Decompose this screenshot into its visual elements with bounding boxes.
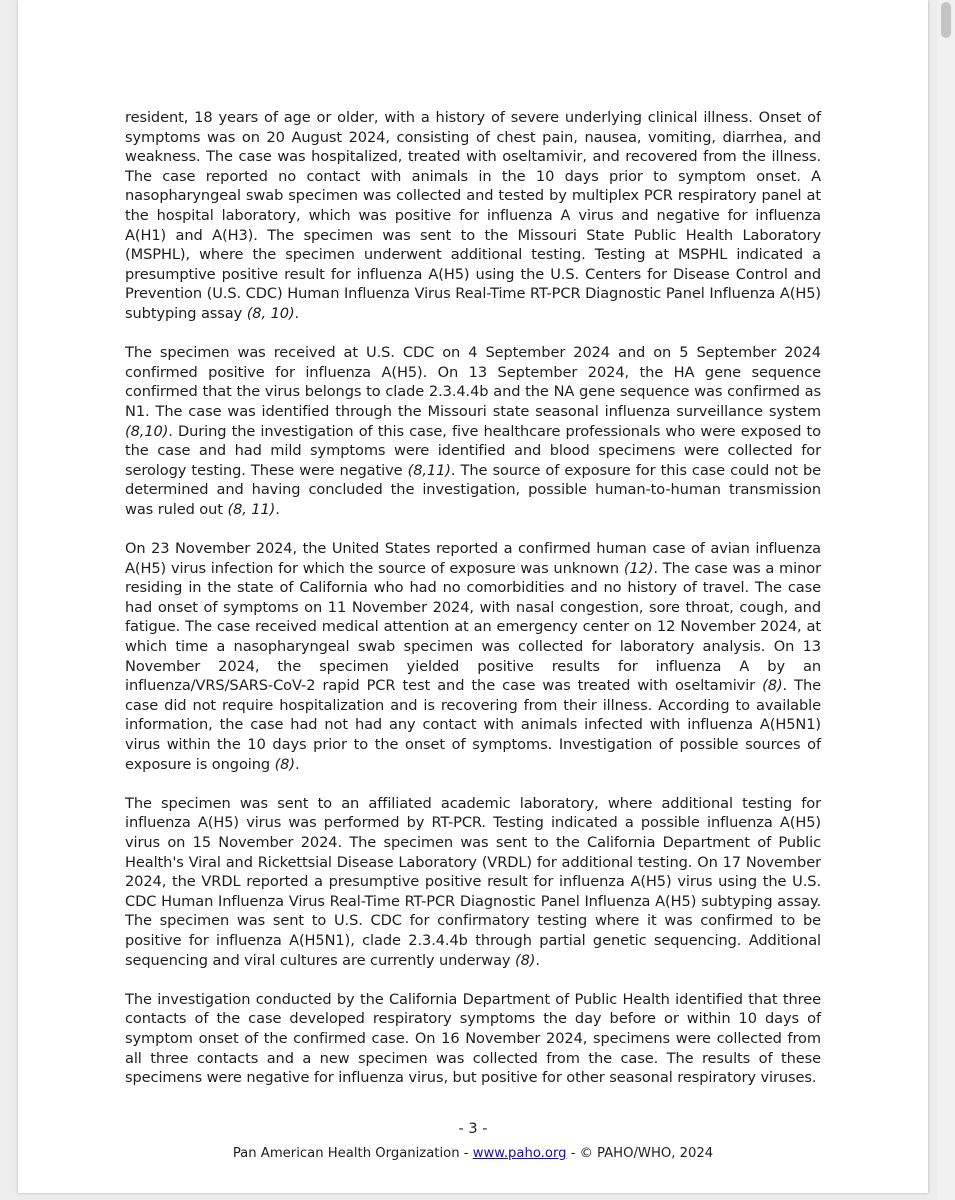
citation-reference: (8,10) (125, 422, 169, 440)
paragraph-text: . The case did not require hospitalization and is recovering from their illness. According to available information, the case had not had any contact with animals infected with influenza A(H5N1) virus within the 10 days prior to the onset of symptoms. Investigation of possible sources of exposure is ongoing (125, 677, 822, 773)
paragraph-text: . (294, 755, 300, 773)
citation-reference: (8, 11) (227, 500, 276, 518)
paragraph-text: The specimen was received at U.S. CDC on 4 September 2024 and on 5 September 2024 confirmed positive for influenza A(H5). On 13 September 2024, the HA gene sequence confirmed that the virus belongs to clade 2.3.4.4b and the NA gene sequence was confirmed as N1. The case was identified through the Missouri state seasonal influenza surveillance system (125, 344, 821, 420)
paragraph-text: . (275, 500, 280, 518)
footer-org: Pan American Health Organization - (232, 1146, 473, 1161)
paragraph-text: resident, 18 years of age or older, with a history of severe underlying clinical illness. Onset of symptoms was on 20 August 2024, consisting of chest pain, nausea, vomiting, diarrhea, and weakness. The case was hospitalized, treated with oseltamivir, and recovered from the illness. The case reported no contact with animals in the 10 days prior to symptom onset. A nasopharyngeal swab specimen was collected and tested by multiplex PCR respiratory panel at the hospital laboratory, which was positive for influenza A virus and negative for influenza A(H1) and A(H3). The specimen was sent to the Missouri State Public Health Laboratory (MSPHL), where the specimen underwent additional testing. Testing at MSPHL indicated a presumptive positive result for influenza A(H5) using the U.S. Centers for Disease Control and Prevention (U.S. CDC) Human Influenza Virus Real-Time RT-PCR Diagnostic Panel Influenza A(H5) subtyping assay (125, 109, 821, 322)
footer-link[interactable]: www.paho.org (472, 1146, 567, 1161)
paragraph-text: . (294, 304, 300, 322)
paragraph (125, 990, 821, 1088)
paragraph (125, 539, 821, 774)
citation-reference: (8,11) (407, 461, 451, 479)
paragraph-text: . The source of exposure for this case could not be determined and having concluded the investigation, possible human-to-human transmission was ruled out (125, 461, 822, 518)
paragraph-text: . (535, 951, 540, 969)
vertical-scrollbar[interactable] (937, 0, 955, 1200)
paragraph-text: On 23 November 2024, the United States reported a confirmed human case of avian influenza A(H5) virus infection for which the source of exposure was unknown (125, 540, 821, 577)
citation-reference: (8) (274, 755, 295, 773)
citation-reference: (8) (515, 951, 536, 969)
paragraph-text: . During the investigation of this case, five healthcare professionals who were exposed to the case and had mild symptoms were identified and blood specimens were collected for serology testing. These were negative (125, 422, 821, 479)
paragraph-text: The specimen was sent to an affiliated academic laboratory, where additional testing for influenza A(H5) virus was performed by RT-PCR. Testing indicated a possible influenza A(H5) virus on 15 November 2024. The specimen was sent to the California Department of Public Health's Viral and Rickettsial Disease Laboratory (VRDL) for additional testing. On 17 November 2024, the VRDL reported a presumptive positive result for influenza A(H5) virus using the U.S. CDC Human Influenza Virus Real-Time RT-PCR Diagnostic Panel Influenza A(H5) subtyping assay. The specimen was sent to U.S. CDC for confirmatory testing where it was confirmed to be positive for influenza A(H5N1), clade 2.3.4.4b through partial genetic sequencing. Additional sequencing and viral cultures are currently underway (125, 794, 821, 969)
body-text (125, 108, 821, 1107)
citation-reference: (12) (623, 559, 654, 577)
paragraph-text: The investigation conducted by the California Department of Public Health identified that three contacts of the case developed respiratory symptoms the day before or within 10 days of symptom onset of the confirmed case. On 16 November 2024, specimens were collected from all three contacts and a new specimen was collected from the case. The results of these specimens were negative for influenza virus, but positive for other seasonal respiratory viruses. (125, 990, 821, 1087)
paragraph-text: . The case was a minor residing in the state of California who had no comorbidities and no history of travel. The case had onset of symptoms on 11 November 2024, with nasal congestion, sore throat, cough, and fatigue. The case received medical attention at an emergency center on 12 November 2024, at which time a nasopharyngeal swab specimen was collected for laboratory analysis. On 13 November 2024, the specimen yielded positive results for influenza A by an influenza/VRS/SARS-CoV-2 rapid PCR test and the case was treated with oseltamivir (125, 559, 821, 695)
citation-reference: (8) (762, 677, 783, 695)
paragraph (125, 108, 821, 324)
page-footer (18, 1146, 928, 1161)
footer-copyright: - © PAHO/WHO, 2024 (566, 1146, 714, 1161)
paragraph (125, 794, 821, 970)
document-page (18, 0, 928, 1193)
page-number: - 3 - (458, 1121, 488, 1137)
citation-reference: (8, 10) (246, 304, 295, 322)
scrollbar-thumb[interactable] (941, 2, 951, 38)
paragraph (125, 343, 821, 519)
